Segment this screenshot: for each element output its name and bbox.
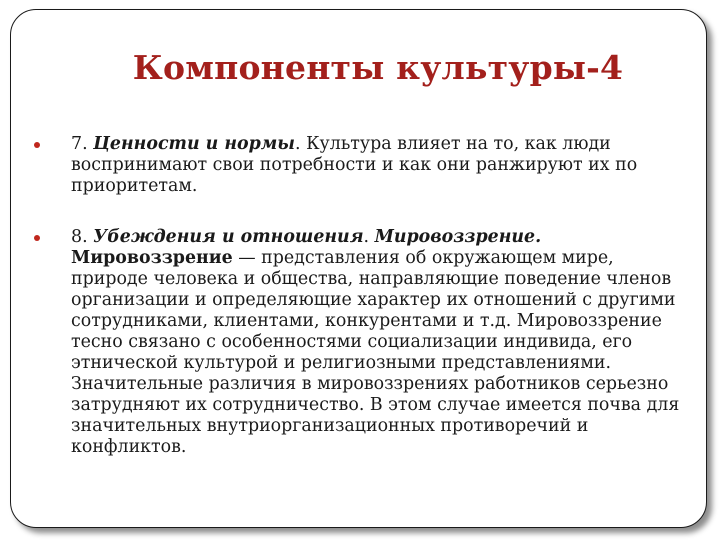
item-term-secondary: Мировоззрение. xyxy=(374,227,542,247)
item-term-suffix: . xyxy=(363,227,375,247)
item-number: 8. xyxy=(71,227,94,247)
item-text: — представления об окружающем мире, природе человека и общества, направляющие поведение членов организации и определяющие характер их отношений с другими сотрудниками, клиентами, конкурентами и т.д. Мировоззрение тесно связано с особенностями социализации индивида, его этнической культурой и религиозными представлениями. Значительные различия в мировоззрениях работников серьезно затрудняют их сотрудничество. В этом случае имеется почва для значительных внутриорганизационных противоречий и конфликтов. xyxy=(71,248,680,457)
item-term-suffix: . xyxy=(295,134,307,154)
item-term: Убеждения и отношения xyxy=(93,227,364,247)
list-item xyxy=(33,134,693,197)
bullet-icon xyxy=(34,235,40,241)
item-number: 7. xyxy=(71,134,94,154)
slide-title: Компоненты культуры-4 xyxy=(132,48,624,87)
list-item xyxy=(33,227,693,458)
item-term: Ценности и нормы xyxy=(93,134,296,154)
item-text: Культура влияет на то, как люди воспринимают свои потребности и как они ранжируют их по приоритетам. xyxy=(71,134,638,196)
slide-body xyxy=(33,134,693,458)
bullet-icon xyxy=(34,142,40,148)
item-term-definition: Мировоззрение xyxy=(71,248,233,268)
